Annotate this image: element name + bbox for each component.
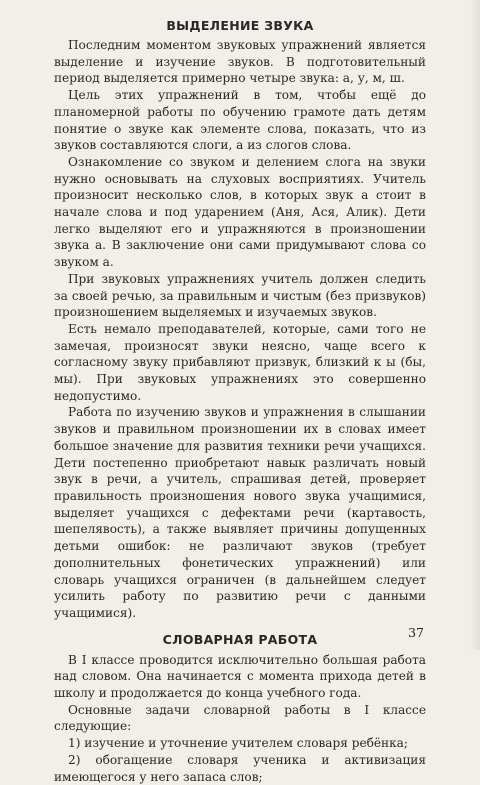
list-item: 1) изучение и уточнение учителем словаря ребёнка;	[68, 736, 408, 751]
paragraph: Последним моментом звуковых упражнений является выделение и изучение звуков. В подготовительный период выделяется примерно четыре звука: а, у, м, ш.	[54, 38, 426, 86]
paragraph: Основные задачи словарной работы в I классе следующие:	[54, 702, 426, 734]
paragraph: Есть немало преподавателей, которые, сами того не замечая, произносят звуки неясно, чаще всего к согласному звуку прибавляют призвук, близкий к ы (бы, мы). При звуковых упражнениях это совершенно недопустимо.	[54, 321, 426, 403]
paragraph: Цель этих упражнений в том, чтобы ещё до планомерной работы по обучению грамоте дать детям понятие о звуке как элементе слова, показать, что из звуков составляются слоги, а из слогов слова.	[54, 88, 426, 153]
paragraph: В I классе проводится исключительно большая работа над словом. Она начинается с момента прихода детей в школу и продолжается до конца учебного года.	[54, 652, 426, 701]
page-number: 37	[408, 625, 424, 640]
list-item: 2) обогащение словаря ученика и активизация имеющегося у него запаса слов;	[54, 752, 426, 784]
section-heading-vocabulary: СЛОВАРНАЯ РАБОТА	[162, 631, 318, 647]
paragraph: При звуковых упражнениях учитель должен следить за своей речью, за правильным и чистым (без призвуков) произношением выделяемых и изучаемых звуков.	[54, 271, 426, 320]
paragraph: Ознакомление со звуком и делением слога на звуки нужно основывать на слуховых восприятиях. Учитель произносит несколько слов, в которых звук а стоит в начале слова и под ударением (Аня, Ася, Алик). Дети легко выделяют его и упражняются в произношении звука а. В заключение они сами придумывают слова со звуком а.	[54, 154, 426, 270]
page-edge-shadow	[470, 0, 480, 650]
section-heading-sound: ВЫДЕЛЕНИЕ ЗВУКА	[166, 18, 314, 33]
paragraph: Работа по изучению звуков и упражнения в слышании звуков и правильном произношении их в словах имеет большое значение для развития техники речи учащихся. Дети постепенно приобретают навык различать новый звук в речи, а учитель, спрашивая детей, проверяет правильность произношения нового звука учащимися, выделяет учащихся с дефектами речи (картавость, шепелявость), а также выявляет причины допущенных детьми ошибок: не различают звуков (требует дополнительных фонетических упражнений) или словарь учащихся ограничен (в дальнейшем следует усилить работу по развитию речи с данными учащимися).	[54, 405, 426, 620]
